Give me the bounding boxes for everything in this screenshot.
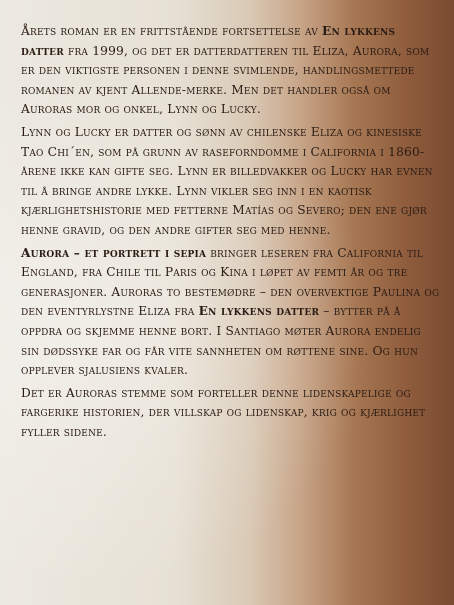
paragraph-3-text-b: bringer leseren fra California til England, fra Chile til Paris og Kina i løpet av femti år og tre generasjoner. Auroras to bestemødre – den overvektige Paulina og den eventyrlystne Eliza fra [21, 245, 440, 319]
book-title-reference-2: En lykkens datter [198, 304, 320, 319]
paragraph-1-text-c: fra 1999, og det er datterdatteren til Eliza, Aurora, som er den viktigste personen i denne svimlende, handlingsmettede romanen av kjent Allende-merke. Men det handler også om Auroras mor og onkel, Lynn og Lucky. [21, 43, 430, 117]
paragraph-3-text-d: – bytter på å oppdra og skjemme henne bort. I Santiago møter Aurora endelig sin dødssyke far og får vite sannheten om røttene sine. Og hun opplever sjalusiens kvaler. [21, 304, 421, 378]
paragraph-2: Lynn og Lucky er datter og sønn av chilenske Eliza og kinesiske Tao Chi´en, som på grunn av raseforndomme i California i 1860-årene ikke kan gifte seg. Lynn er billedvakker og Lucky har evnen til å bringe andre lykke. Lynn vikler seg inn i en kaotisk kjærlighetshistorie med fetterne Matías og Severo; den ene gjør henne gravid, og den andre gifter seg med henne. [21, 124, 433, 237]
book-title-reference: En lykkens datter [21, 24, 396, 58]
paragraph-1-text-a: Årets roman er en frittstående fortsettelse av [21, 24, 323, 38]
blurb-text [21, 22, 441, 445]
book-title: Aurora – et portrett i sepia [21, 245, 207, 260]
paragraph-3 [21, 244, 441, 381]
paragraph-4: Det er Auroras stemme som forteller denne lidenskapelige og fargerike historien, der villskap og lidenskap, krig og kjærlighet fyller sidene. [21, 385, 426, 439]
paragraph-1 [21, 22, 441, 120]
